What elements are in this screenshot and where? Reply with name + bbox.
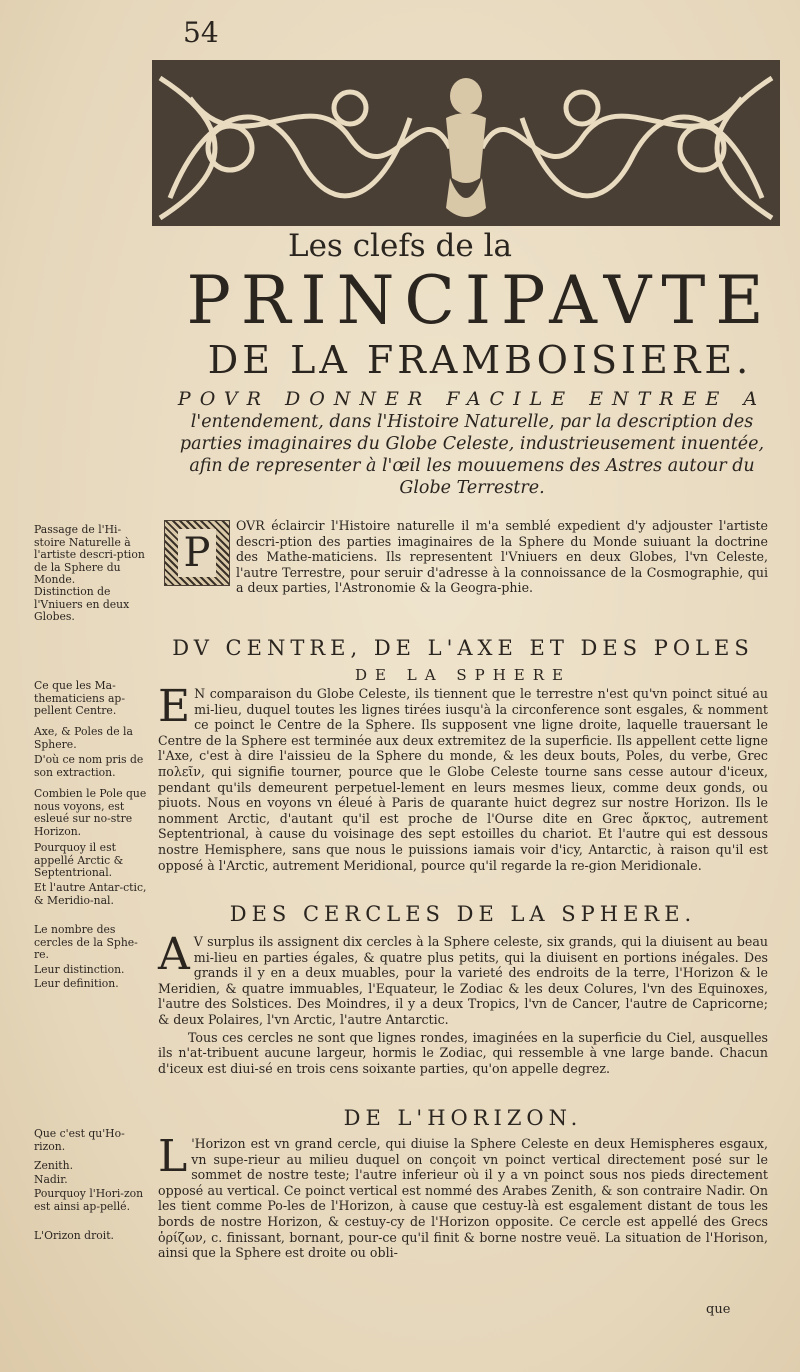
margin-note: Nadir.: [34, 1173, 68, 1186]
catchword: que: [706, 1302, 731, 1317]
margin-note: Axe, & Poles de la Sphere.: [34, 725, 133, 751]
intro-text: OVR éclaircir l'Histoire naturelle il m'a semblé expedient d'y adjouster l'artiste descri-ption des parties imaginaires de la Sphere du Monde suiuant la doctrine des Mathe-maticiens. Ils representent l'Vniuers en deux Globes, l'vn Celeste, l'autre Terrestre, pour seruir d'adresse à la connoissance de la Cosmographie, qui a deux parties, l'Astronomie & la Geogra-phie.: [236, 518, 768, 596]
margin-note: Le nombre des cercles de la Sphe-re.: [34, 923, 138, 961]
page-number: 54: [183, 16, 219, 49]
title-line-1: Les clefs de la: [288, 228, 512, 264]
margin-note: Leur definition.: [34, 977, 119, 990]
margin-note: Distinction de l'Vniuers en deux Globes.: [34, 585, 130, 623]
margin-note: Passage de l'Hi-stoire Naturelle à l'artiste descri-ption de la Sphere du Monde.: [34, 523, 145, 586]
margin-note: D'où ce nom pris de son extraction.: [34, 753, 144, 779]
margin-note: Et l'autre Antar-ctic, & Meridio-nal.: [34, 881, 147, 907]
section-cercles-text-1: V surplus ils assignent dix cercles à la Sphere celeste, six grands, qui la diuisent au beau mi-lieu en parties égales, & quatre plus petits, qui la diuisent en portions inégales. Des grands il y en a deux muables, pour la varieté des endroits de la terre, l'Horizon & le Meridien, & quatre immuables, l'Equateur, le Zodiac & les deux Colures, l'vn des Equinoxes, l'autre des Solstices. Des Moindres, il y a deux Tropics, l'vn de Cancer, l'autre de Capricorne; & deux Polaires, l'vn Arctic, l'autre Antarctic.: [158, 934, 768, 1027]
intro-paragraph: [158, 518, 768, 630]
subtitle: [172, 388, 772, 499]
section-horizon-text: 'Horizon est vn grand cercle, qui diuise la Sphere Celeste en deux Hemispheres esgaux, vn supe-rieur au milieu duquel on conçoit vn poinct vertical directement posé sur le sommet de nostre teste; l'autre inferieur où il y a vn poinct sous nos pieds directement opposé au vertical. Ce poinct vertical est nommé des Arabes Zenith, & son contraire Nadir. On les tient comme Po-les de l'Horizon, à cause que cestuy-là est esgalement distant de tous les bords de nostre Horizon, & cestuy-cy de l'Horizon opposite. Ce cercle est appellé des Grecs ὁρίζων, c. finissant, bornant, pour-ce qu'il finit & borne nostre veuë. La situation de l'Horison, ainsi que la Sphere est droite ou obli-: [158, 1136, 768, 1261]
margin-note: Zenith.: [34, 1159, 74, 1172]
margin-note: Ce que les Ma-thematiciens ap-pellent Centre.: [34, 679, 125, 717]
ornamental-headpiece: [150, 58, 782, 228]
margin-note: Leur distinction.: [34, 963, 125, 976]
section-centre-text: N comparaison du Globe Celeste, ils tiennent que le terrestre n'est qu'vn poinct situé au mi-lieu, duquel toutes les lignes tirées iusqu'à la circonference sont esgales, & nomment ce poinct le Centre de la Sphere. Ils supposent vne ligne droite, laquelle trauersant le Centre de la Sphere est terminée aux deux extremitez de la superficie. Ils appellent cette ligne l'Axe, c'est à dire l'aissieu de la Sphere du monde, & les deux bouts, Poles, du verbe, Grec πολεῖν, qui signifie tourner, pource que le Globe Celeste tourne sans cesse autour d'iceux, pendant qu'ils demeurent perpetuel-lement en leurs mesmes lieux, comme deux gonds, ou piuots. Nous en voyons vn éleué à Paris de quarante huict degrez sur nostre Horizon. Ils le nomment Arctic, d'autant qu'il est proche de l'Ourse dite en Grec ἄρκτος, autrement Septentrional, à cause du voisinage des sept estoilles du chariot. Et l'autre qui est dessous nostre Hemisphere, sans que nous le puissions iamais voir d'icy, Antarctic, à raison qu'il est opposé à l'Arctic, autrement Meridional, pource qu'il regarde la re-gion Meridionale.: [158, 686, 768, 873]
section-heading-cercles: DES CERCLES DE LA SPHERE.: [229, 902, 697, 926]
subtitle-lead: POVR DONNER FACILE ENTREE A: [177, 388, 767, 410]
section-cercles-body: [158, 929, 768, 1078]
drop-initial-l: L: [158, 1131, 188, 1182]
section-subheading-sphere: DE LA SPHERE: [355, 666, 571, 684]
section-heading-centre: DV CENTRE, DE L'AXE ET DES POLES: [172, 636, 754, 660]
margin-notes: [34, 0, 152, 1372]
margin-note: Que c'est qu'Ho-rizon.: [34, 1127, 125, 1153]
subtitle-text: l'entendement, dans l'Histoire Naturelle, par la description des parties imaginaires du Globe Celeste, industrieusement inuentée, afin de representer à l'œil les mouuemens des Astres autour du Globe Terrestre.: [179, 412, 765, 498]
margin-note: L'Orizon droit.: [34, 1229, 114, 1242]
section-heading-horizon: DE L'HORIZON.: [343, 1106, 583, 1130]
margin-note: Pourquoy il est appellé Arctic & Septentrional.: [34, 841, 124, 879]
drop-initial-a: A: [158, 929, 190, 980]
title-line-3: DE LA FRAMBOISIERE.: [207, 338, 753, 382]
historiated-initial: P: [164, 520, 230, 586]
title-line-2: PRINCIPAVTE: [186, 262, 774, 339]
section-cercles-text-2: Tous ces cercles ne sont que lignes rondes, imaginées en la superficie du Ciel, ausquelles ils n'at-tribuent aucune largeur, hormis le Zodiac, qui ressemble à vne large bande. Chacun d'iceux est diui-sé en trois cens soixante parties, qu'on appelle degrez.: [158, 1029, 768, 1076]
drop-initial-e: E: [158, 681, 191, 732]
margin-note: Combien le Pole que nous voyons, est esleué sur no-stre Horizon.: [34, 787, 147, 838]
section-horizon-body: [158, 1131, 768, 1261]
margin-note: Pourquoy l'Hori-zon est ainsi ap-pellé.: [34, 1187, 144, 1213]
section-centre-body: [158, 681, 768, 873]
